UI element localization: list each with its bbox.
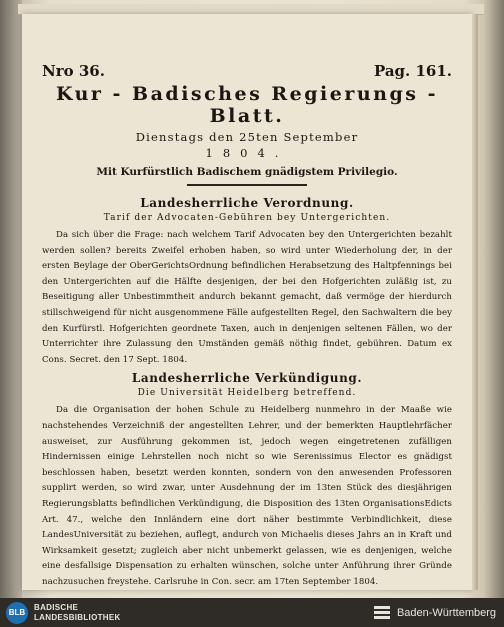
state-branding[interactable] — [373, 604, 496, 622]
blb-branding[interactable] — [6, 602, 121, 624]
state-emblem-icon — [373, 604, 391, 622]
issue-year: 1804. — [205, 146, 289, 160]
section-body: Da die Organisation der hohen Schule zu Heidelberg nunmehro in der Maaße wie nachstehendes Verzeichniß der angestellten Lehrer, und der bemerkten Hauptlehrfächer ausweiset, zur Ausführung gekommen ist, jedoch wegen eingetretenen zufälligen Hindernissen einige Lehrstellen noch nicht so wie Serenissimus Elector es gnädigst beschlossen haben, besetzt werden konnten, sondern von den anwesenden Professoren supplirt werden, so wird zwar, unter Ausdehnung der im 13ten Stück des diesjährigen Regierungsblatts befindlichen Verkündigung, die Disposition des 13ten OrganisationsEdicts Art. 47., welche den Innländern eine dort näher bestimmte Verbindlichkeit, diese LandesUniversität zu beziehen, auflegt, andurch von Michaelis dieses Jahrs an in Kraft und Wirksamkeit gesetzt; zugleich aber nicht unbemerkt gelassen, wie es denjenigen, welche eine desfallsige Dispensation zu erhalten wünschen, solche unter Anführung ihrer Gründe nachzusuchen freystehe. Carlsruhe in Con. secr. am 17ten September 1804. — [42, 405, 452, 587]
blb-name-line1: BADISCHE — [34, 602, 79, 612]
book-spine — [0, 0, 22, 598]
section-subtitle: Tarif der Advocaten-Gebühren bey Untergerichten. — [103, 213, 391, 223]
blb-name — [34, 603, 121, 623]
issue-date: Dienstags den 25ten September — [135, 130, 359, 144]
state-name: Baden-Württemberg — [396, 606, 496, 619]
section-subtitle: Die Universität Heidelberg betreffend. — [137, 388, 357, 399]
divider-rule — [187, 184, 307, 186]
masthead-title: Kur - Badisches Regierungs - Blatt. — [56, 83, 438, 127]
page-content — [42, 62, 452, 590]
section-body: Da sich über die Frage: nach welchem Tarif Advocaten bey den Untergerichten bezahlt werden sollen? bereits Zweifel erhoben haben, so wird unter Wiederholung der, in der ersten Beylage der OberGerichtsOrdnung befindlichen Herabsetzung des Haltpfennings bei den Untergerichten auf die Hälfte desjenigen, der bei den Hofgerichten zuläßig ist, zu Beseitigung aller Unbestimmtheit andurch bekannt gemacht, daß vermöge der hierdurch stillschweigend für nicht ausgenommene Fälle aufgestellten Regel, den Sachwaltern die bey den Kurfürstl. Hofgerichten geordnete Taxen, auch in denjenigen seltenen Fällen, wo der Unterrichter ihre Zulassung den Umständen gemäß nöthig findet, gebühren. Datum ex Cons. Secret. den 17 Sept. 1804. — [42, 230, 452, 365]
issue-header — [42, 62, 452, 80]
page-number: Pag. 161. — [373, 62, 452, 80]
section-title: Landesherrliche Verordnung. — [140, 196, 354, 210]
privilege-line: Mit Kurfürstlich Badischem gnädigstem Privilegio. — [96, 166, 398, 178]
issue-number: Nro 36. — [42, 62, 105, 80]
document-page — [22, 14, 472, 590]
blb-logo-icon: BLB — [6, 602, 28, 624]
viewer-footer — [0, 598, 504, 627]
blb-name-line2: LANDESBIBLIOTHEK — [34, 612, 121, 622]
section-title: Landesherrliche Verkündigung. — [131, 371, 363, 386]
